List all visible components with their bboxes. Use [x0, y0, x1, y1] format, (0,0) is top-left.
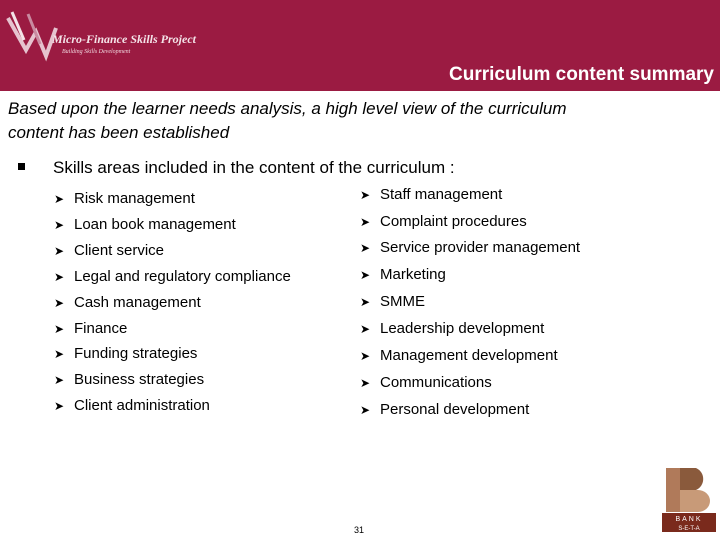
bank-seta-logo-icon [662, 466, 716, 532]
intro-line-1: Based upon the learner needs analysis, a high level view of the curriculum [8, 99, 567, 118]
logo-tagline: Building Skills Development [62, 49, 131, 55]
list-item: ➤ Cash management [54, 294, 201, 311]
logo-name: Micro-Finance Skills Project [52, 32, 196, 46]
skills-heading-row [18, 158, 455, 178]
arrow-bullet-icon: ➤ [54, 218, 65, 232]
intro-text [8, 97, 708, 145]
list-item: ➤ Marketing [360, 266, 446, 283]
arrow-bullet-icon: ➤ [360, 295, 371, 309]
arrow-bullet-icon: ➤ [360, 241, 371, 255]
arrow-bullet-icon: ➤ [360, 376, 371, 390]
list-item: ➤ Client administration [54, 397, 210, 414]
list-item: ➤ Business strategies [54, 371, 205, 388]
page-number: 31 [354, 525, 365, 535]
list-item: ➤ Legal and regulatory compliance [54, 268, 291, 285]
arrow-bullet-icon: ➤ [360, 403, 371, 417]
arrow-bullet-icon: ➤ [360, 349, 371, 363]
square-bullet-icon [18, 163, 25, 170]
list-item: ➤ Finance [54, 320, 128, 337]
list-item: ➤ Complaint procedures [360, 213, 527, 230]
arrow-bullet-icon: ➤ [360, 268, 371, 282]
skills-heading: Skills areas included in the content of the curriculum : [53, 158, 455, 177]
arrow-bullet-icon: ➤ [360, 322, 371, 336]
list-item: ➤ Personal development [360, 401, 530, 418]
svg-text:S-E-T-A: S-E-T-A [678, 526, 700, 532]
arrow-bullet-icon: ➤ [54, 373, 65, 387]
intro-line-2: content has been established [8, 123, 230, 142]
arrow-bullet-icon: ➤ [54, 347, 65, 361]
arrow-bullet-icon: ➤ [360, 188, 371, 202]
arrow-bullet-icon: ➤ [54, 244, 65, 258]
page-title: Curriculum content summary [449, 64, 714, 85]
arrow-bullet-icon: ➤ [54, 270, 65, 284]
list-item: ➤ Risk management [54, 190, 195, 207]
arrow-bullet-icon: ➤ [54, 296, 65, 310]
list-item: ➤ SMME [360, 293, 425, 310]
header-band [0, 0, 720, 91]
list-item: ➤ Client service [54, 242, 165, 259]
arrow-bullet-icon: ➤ [54, 192, 65, 206]
arrow-bullet-icon: ➤ [54, 322, 65, 336]
arrow-bullet-icon: ➤ [54, 399, 65, 413]
list-item: ➤ Funding strategies [54, 345, 198, 362]
arrow-bullet-icon: ➤ [360, 215, 371, 229]
list-item: ➤ Management development [360, 347, 558, 364]
list-item: ➤ Communications [360, 374, 492, 391]
svg-text:BANK: BANK [675, 516, 703, 523]
list-item: ➤ Leadership development [360, 320, 545, 337]
list-item: ➤ Loan book management [54, 216, 236, 233]
list-item: ➤ Service provider management [360, 239, 581, 256]
list-item: ➤ Staff management [360, 186, 503, 203]
